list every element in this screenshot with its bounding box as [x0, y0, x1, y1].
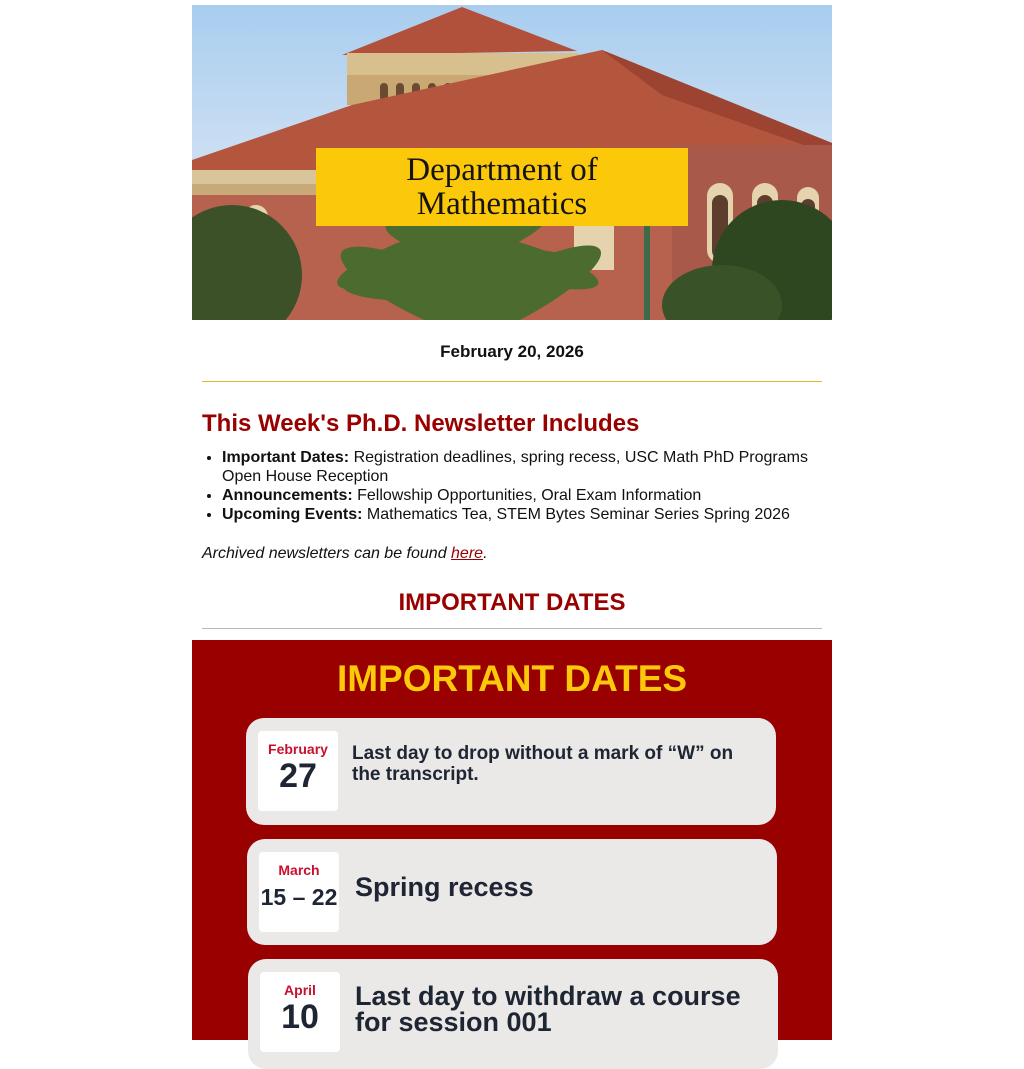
newsletter-email — [192, 5, 832, 1040]
item-text: Fellowship Opportunities, Oral Exam Information — [352, 487, 702, 504]
date-card — [247, 839, 777, 945]
important-dates-graphic — [192, 640, 832, 1040]
summary-list — [192, 448, 832, 524]
list-item — [222, 448, 832, 486]
chip-month: February — [268, 741, 328, 757]
list-item — [222, 486, 832, 505]
archive-link[interactable]: here — [451, 545, 484, 562]
divider — [202, 381, 822, 382]
chip-day: 27 — [279, 757, 317, 795]
department-title-box — [316, 148, 688, 226]
date-description: Last day to withdraw a course for session 001 — [355, 981, 741, 1037]
item-label: Important Dates: — [222, 449, 350, 466]
date-chip — [260, 972, 340, 1052]
date-chip — [258, 731, 338, 811]
item-text: Mathematics Tea, STEM Bytes Seminar Series Spring 2026 — [362, 506, 790, 523]
item-label: Announcements: — [222, 487, 353, 504]
chip-day: 15 – 22 — [260, 884, 338, 910]
list-item — [222, 505, 832, 524]
item-text: Registration deadlines, spring recess, USC Math PhD Programs Open House Reception — [222, 449, 808, 485]
archived-note — [202, 545, 822, 563]
title-line-2: Mathematics — [416, 186, 588, 222]
date-card — [246, 718, 776, 825]
date-description: Last day to drop without a mark of “W” on the transcript. — [352, 743, 734, 785]
graphic-title: IMPORTANT DATES — [336, 658, 688, 699]
chip-day: 10 — [281, 998, 319, 1036]
header-banner — [192, 5, 832, 320]
newsletter-date: February 20, 2026 — [440, 342, 584, 361]
divider — [202, 628, 822, 629]
date-chip — [259, 852, 339, 932]
title-line-1: Department of — [406, 152, 598, 188]
intro-heading: This Week's Ph.D. Newsletter Includes — [202, 410, 640, 437]
chip-month: April — [284, 982, 316, 998]
archived-suffix: . — [483, 545, 488, 562]
item-label: Upcoming Events: — [222, 506, 363, 523]
archived-prefix: Archived newsletters can be found — [202, 545, 452, 562]
important-dates-heading: IMPORTANT DATES — [398, 589, 626, 616]
chip-month: March — [278, 862, 320, 878]
date-description: Spring recess — [355, 872, 534, 902]
date-card — [248, 959, 778, 1069]
